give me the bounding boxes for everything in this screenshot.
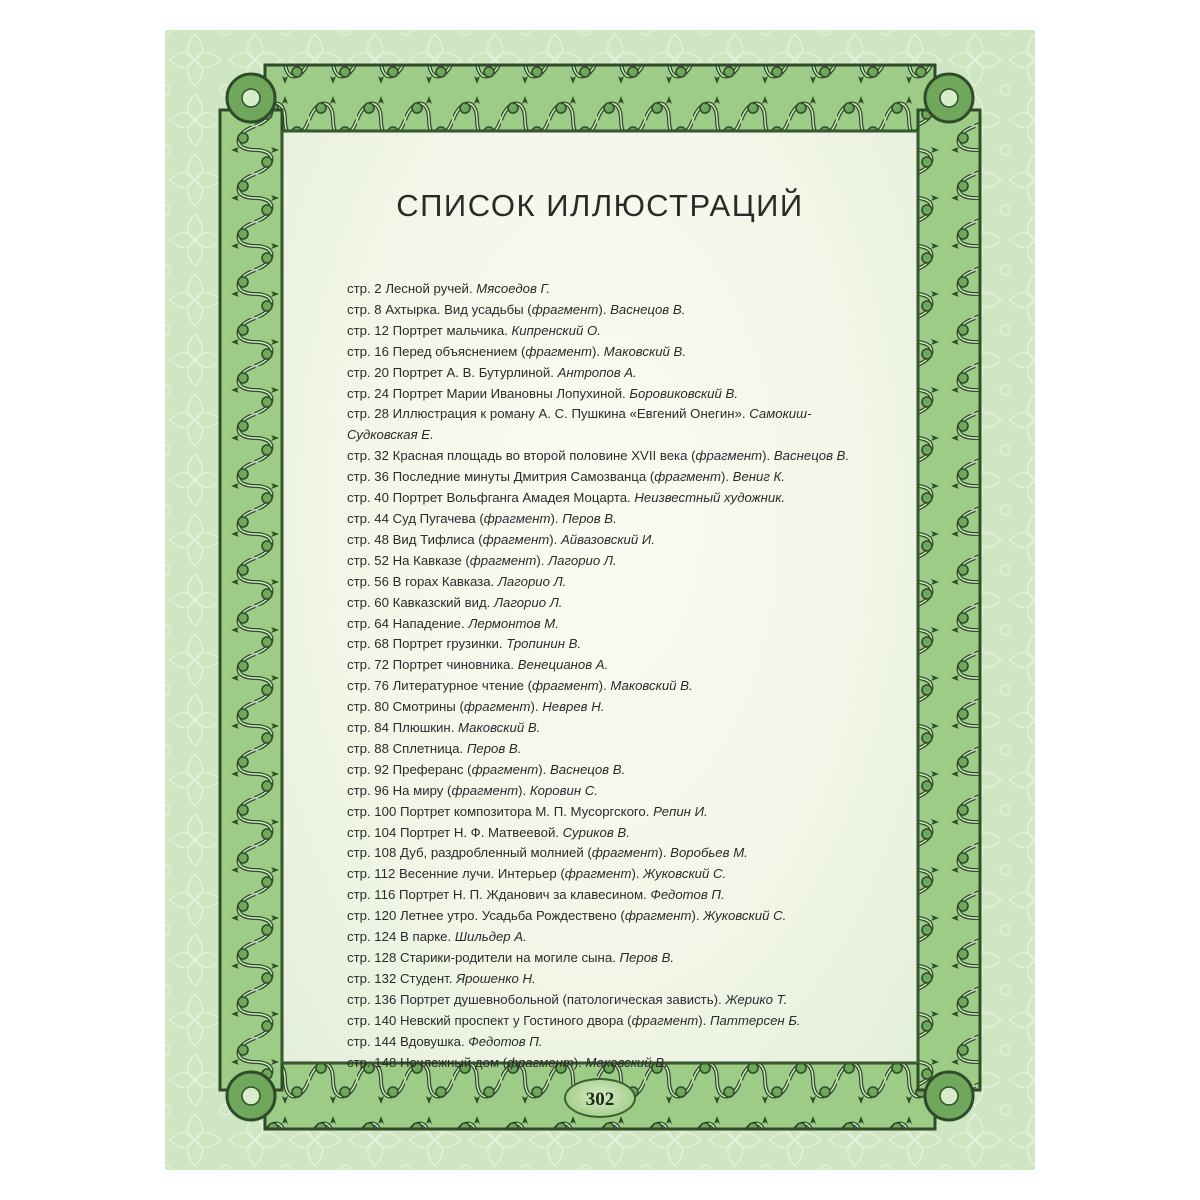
entry-page: стр. 68 xyxy=(347,636,389,652)
list-item xyxy=(347,885,877,906)
list-item xyxy=(347,467,877,488)
entry-page: стр. 104 xyxy=(347,824,397,840)
entry-author: Антропов А. xyxy=(557,364,637,380)
entry-title: Последние минуты Дмитрия Самозванца ( xyxy=(392,469,655,485)
entry-page: стр. 128 xyxy=(347,950,397,965)
entry-fragment: фрагмент xyxy=(532,678,599,694)
list-item xyxy=(347,363,877,384)
entry-title: Студент. xyxy=(399,970,453,986)
book-page xyxy=(165,30,1035,1170)
list-item xyxy=(347,843,877,864)
entry-author: Шильдер А. xyxy=(454,929,527,945)
entry-author: Жерико Т. xyxy=(725,991,788,1007)
entry-author: Вениг К. xyxy=(732,469,785,485)
illustration-list xyxy=(347,279,877,1073)
entry-author: Лагорио Л. xyxy=(493,594,563,610)
entry-author: Маковский В. xyxy=(585,1054,668,1070)
entry-page: стр. 32 xyxy=(347,448,389,464)
entry-page: стр. 52 xyxy=(347,552,389,568)
list-item xyxy=(347,802,877,823)
entry-page: стр. 120 xyxy=(347,908,397,924)
entry-title: Сплетница. xyxy=(392,740,464,756)
list-item xyxy=(347,384,877,405)
entry-author: Боровиковский В. xyxy=(629,385,738,401)
entry-page: стр. 28 xyxy=(347,406,389,422)
list-item xyxy=(347,969,877,990)
entry-page: стр. 144 xyxy=(347,1033,397,1049)
entry-fragment: фрагмент xyxy=(451,782,519,798)
list-item xyxy=(347,760,877,781)
entry-fragment: фрагмент xyxy=(695,448,763,464)
entry-fragment: фрагмент xyxy=(471,761,539,777)
list-item xyxy=(347,321,877,342)
entry-title-tail: ). xyxy=(592,343,601,359)
entry-author: Коровин С. xyxy=(529,782,598,798)
entry-author: Маковский В. xyxy=(610,678,693,694)
entry-author: Неизвестный художник. xyxy=(634,490,786,506)
entry-page: стр. 124 xyxy=(347,929,397,945)
entry-page: стр. 76 xyxy=(347,678,389,694)
entry-fragment: фрагмент xyxy=(469,552,537,568)
entry-title: Портрет композитора М. П. Мусоргского. xyxy=(399,803,650,819)
entry-title: Вдовушка. xyxy=(399,1033,465,1049)
entry-page: стр. 84 xyxy=(347,720,389,736)
entry-page: стр. 132 xyxy=(347,970,397,986)
entry-fragment: фрагмент xyxy=(564,866,632,882)
entry-title: Кавказский вид. xyxy=(392,594,491,610)
entry-page: стр. 36 xyxy=(347,469,389,485)
entry-title: Красная площадь во второй половине XVII века ( xyxy=(392,448,696,464)
entry-title-tail: ). xyxy=(549,531,558,547)
entry-page: стр. 60 xyxy=(347,594,389,610)
entry-title: Портрет Марии Ивановны Лопухиной. xyxy=(392,385,626,401)
list-item xyxy=(347,739,877,760)
entry-title: Ночлежный дом ( xyxy=(399,1054,508,1070)
entry-title-tail: ). xyxy=(598,301,607,317)
entry-page: стр. 116 xyxy=(347,887,396,903)
entry-author: Неврев Н. xyxy=(542,699,605,715)
list-item xyxy=(347,342,877,363)
list-item xyxy=(347,634,877,655)
entry-fragment: фрагмент xyxy=(483,510,551,526)
entry-author: Паттерсен Б. xyxy=(709,1012,801,1028)
entry-title-tail: ). xyxy=(538,761,547,777)
entry-author: Федотов П. xyxy=(468,1033,543,1049)
entry-title-tail: ). xyxy=(658,845,667,861)
entry-fragment: фрагмент xyxy=(507,1054,574,1070)
entry-author: Мясоедов Г. xyxy=(476,281,551,296)
entry-title-tail: ). xyxy=(698,1012,707,1028)
entry-page: стр. 12 xyxy=(347,322,389,338)
list-item xyxy=(347,927,877,948)
entry-title: Нападение. xyxy=(392,615,465,631)
list-item xyxy=(347,655,877,676)
entry-title: Портрет чиновника. xyxy=(392,657,515,673)
entry-author: Жуковский С. xyxy=(643,866,727,882)
entry-author: Маковский В. xyxy=(458,720,541,736)
entry-page: стр. 72 xyxy=(347,657,389,673)
list-item xyxy=(347,446,877,467)
entry-author: Суриков В. xyxy=(562,824,630,840)
entry-title: В горах Кавказа. xyxy=(392,573,495,589)
entry-title: На Кавказе ( xyxy=(392,552,470,568)
entry-title: Старики-родители на могиле сына. xyxy=(399,950,616,965)
entry-author: Перов В. xyxy=(466,740,522,756)
entry-title: Портрет мальчика. xyxy=(392,322,508,338)
entry-page: стр. 80 xyxy=(347,699,389,715)
list-item xyxy=(347,697,877,718)
entry-author: Перов В. xyxy=(562,510,617,526)
list-item xyxy=(347,572,877,593)
entry-author: Воробьев М. xyxy=(670,845,748,861)
entry-title: В парке. xyxy=(399,929,452,945)
entry-fragment: фрагмент xyxy=(525,343,593,359)
entry-title-tail: ). xyxy=(720,469,729,485)
entry-page: стр. 8 xyxy=(347,301,382,317)
entry-title: Дуб, раздробленный молнией ( xyxy=(399,845,592,861)
list-item xyxy=(347,864,877,885)
entry-page: стр. 112 xyxy=(347,866,396,882)
entry-title: Невский проспект у Гостиного двора ( xyxy=(399,1012,632,1028)
entry-page: стр. 96 xyxy=(347,782,389,798)
entry-title: Смотрины ( xyxy=(392,699,464,715)
list-item xyxy=(347,676,877,697)
entry-page: стр. 2 xyxy=(347,281,382,296)
entry-author: Тропинин В. xyxy=(506,636,582,652)
list-item xyxy=(347,718,877,739)
list-item xyxy=(347,551,877,572)
list-item xyxy=(347,1011,877,1032)
entry-fragment: фрагмент xyxy=(531,301,599,317)
entry-author: Перов В. xyxy=(619,950,675,965)
entry-title: Преферанс ( xyxy=(392,761,472,777)
entry-page: стр. 108 xyxy=(347,845,397,861)
list-item xyxy=(347,404,877,446)
list-item xyxy=(347,1053,877,1074)
entry-author: Васнецов В. xyxy=(610,301,686,317)
entry-author: Венецианов А. xyxy=(517,657,609,673)
entry-page: стр. 44 xyxy=(347,510,389,526)
entry-title: Перед объяснением ( xyxy=(392,343,526,359)
entry-author: Жуковский С. xyxy=(703,908,787,924)
entry-author: Кипренский О. xyxy=(511,322,601,338)
entry-title: Ахтырка. Вид усадьбы ( xyxy=(385,301,532,317)
entry-title-tail: ). xyxy=(573,1054,582,1070)
entry-page: стр. 24 xyxy=(347,385,389,401)
entry-page: стр. 88 xyxy=(347,740,389,756)
entry-title: Вид Тифлиса ( xyxy=(392,531,483,547)
entry-title: Портрет Н. П. Жданович за клавесином. xyxy=(399,887,647,903)
entry-title: Суд Пугачева ( xyxy=(392,510,484,526)
entry-title: На миру ( xyxy=(392,782,452,798)
list-item xyxy=(347,948,877,969)
entry-fragment: фрагмент xyxy=(624,908,692,924)
entry-author: Васнецов В. xyxy=(773,448,850,464)
entry-author: Васнецов В. xyxy=(549,761,626,777)
entry-title-tail: ). xyxy=(530,699,539,715)
entry-author: Федотов П. xyxy=(650,887,725,903)
list-item xyxy=(347,823,877,844)
entry-title-tail: ). xyxy=(691,908,700,924)
entry-title-tail: ). xyxy=(598,678,607,694)
list-item xyxy=(347,593,877,614)
page-number-medallion: 302 xyxy=(564,1078,636,1118)
entry-author: Лагорио Л. xyxy=(497,573,567,589)
entry-title: Иллюстрация к роману А. С. Пушкина «Евгений Онегин». xyxy=(392,406,746,422)
entry-page: стр. 40 xyxy=(347,490,389,506)
entry-title-tail: ). xyxy=(631,866,640,882)
entry-title: Лесной ручей. xyxy=(385,281,473,296)
list-item xyxy=(347,279,877,300)
entry-title: Летнее утро. Усадьба Рождествено ( xyxy=(399,908,625,924)
entry-page: стр. 136 xyxy=(347,991,397,1007)
entry-title-tail: ). xyxy=(536,552,545,568)
entry-page: стр. 64 xyxy=(347,615,389,631)
frame-top xyxy=(265,65,935,131)
entry-page: стр. 140 xyxy=(347,1012,397,1028)
entry-page: стр. 48 xyxy=(347,531,389,547)
list-item xyxy=(347,530,877,551)
list-item xyxy=(347,509,877,530)
entry-page: стр. 100 xyxy=(347,803,397,819)
entry-title-tail: ). xyxy=(518,782,527,798)
entry-author: Лагорио Л. xyxy=(548,552,617,568)
entry-fragment: фрагмент xyxy=(591,845,659,861)
list-item xyxy=(347,488,877,509)
entry-author: Репин И. xyxy=(653,803,708,819)
list-item xyxy=(347,300,877,321)
entry-title-tail: ). xyxy=(762,448,771,464)
entry-fragment: фрагмент xyxy=(463,699,531,715)
entry-title: Литературное чтение ( xyxy=(392,678,532,694)
entry-page: стр. 92 xyxy=(347,761,389,777)
entry-title: Весенние лучи. Интерьер ( xyxy=(399,866,565,882)
entry-author: Ярошенко Н. xyxy=(456,970,536,986)
entry-title: Портрет Вольфганга Амадея Моцарта. xyxy=(392,490,631,506)
entry-title: Портрет грузинки. xyxy=(392,636,503,652)
entry-title: Портрет Н. Ф. Матвеевой. xyxy=(399,824,559,840)
entry-page: стр. 56 xyxy=(347,573,389,589)
page-title: СПИСОК ИЛЛЮСТРАЦИЙ xyxy=(396,188,804,223)
list-item xyxy=(347,906,877,927)
entry-fragment: фрагмент xyxy=(482,531,550,547)
entry-title: Плюшкин. xyxy=(392,720,455,736)
entry-fragment: фрагмент xyxy=(654,469,721,485)
list-item xyxy=(347,1032,877,1053)
list-item xyxy=(347,990,877,1011)
frame-right xyxy=(918,110,980,1090)
entry-title: Портрет А. В. Бутурлиной. xyxy=(392,364,554,380)
list-item xyxy=(347,614,877,635)
entry-page: стр. 16 xyxy=(347,343,389,359)
entry-author: Лермонтов М. xyxy=(468,615,559,631)
frame-left xyxy=(220,110,282,1090)
entry-author: Маковский В. xyxy=(603,343,686,359)
entry-author: Айвазовский И. xyxy=(561,531,655,547)
entry-author: Самокиш-Судковская Е. xyxy=(347,406,812,443)
list-item xyxy=(347,781,877,802)
entry-page: стр. 20 xyxy=(347,364,389,380)
entry-page: стр. 148 xyxy=(347,1054,397,1070)
entry-title: Портрет душевнобольной (патологическая зависть). xyxy=(399,991,722,1007)
entry-title-tail: ). xyxy=(550,510,559,526)
entry-fragment: фрагмент xyxy=(631,1012,699,1028)
